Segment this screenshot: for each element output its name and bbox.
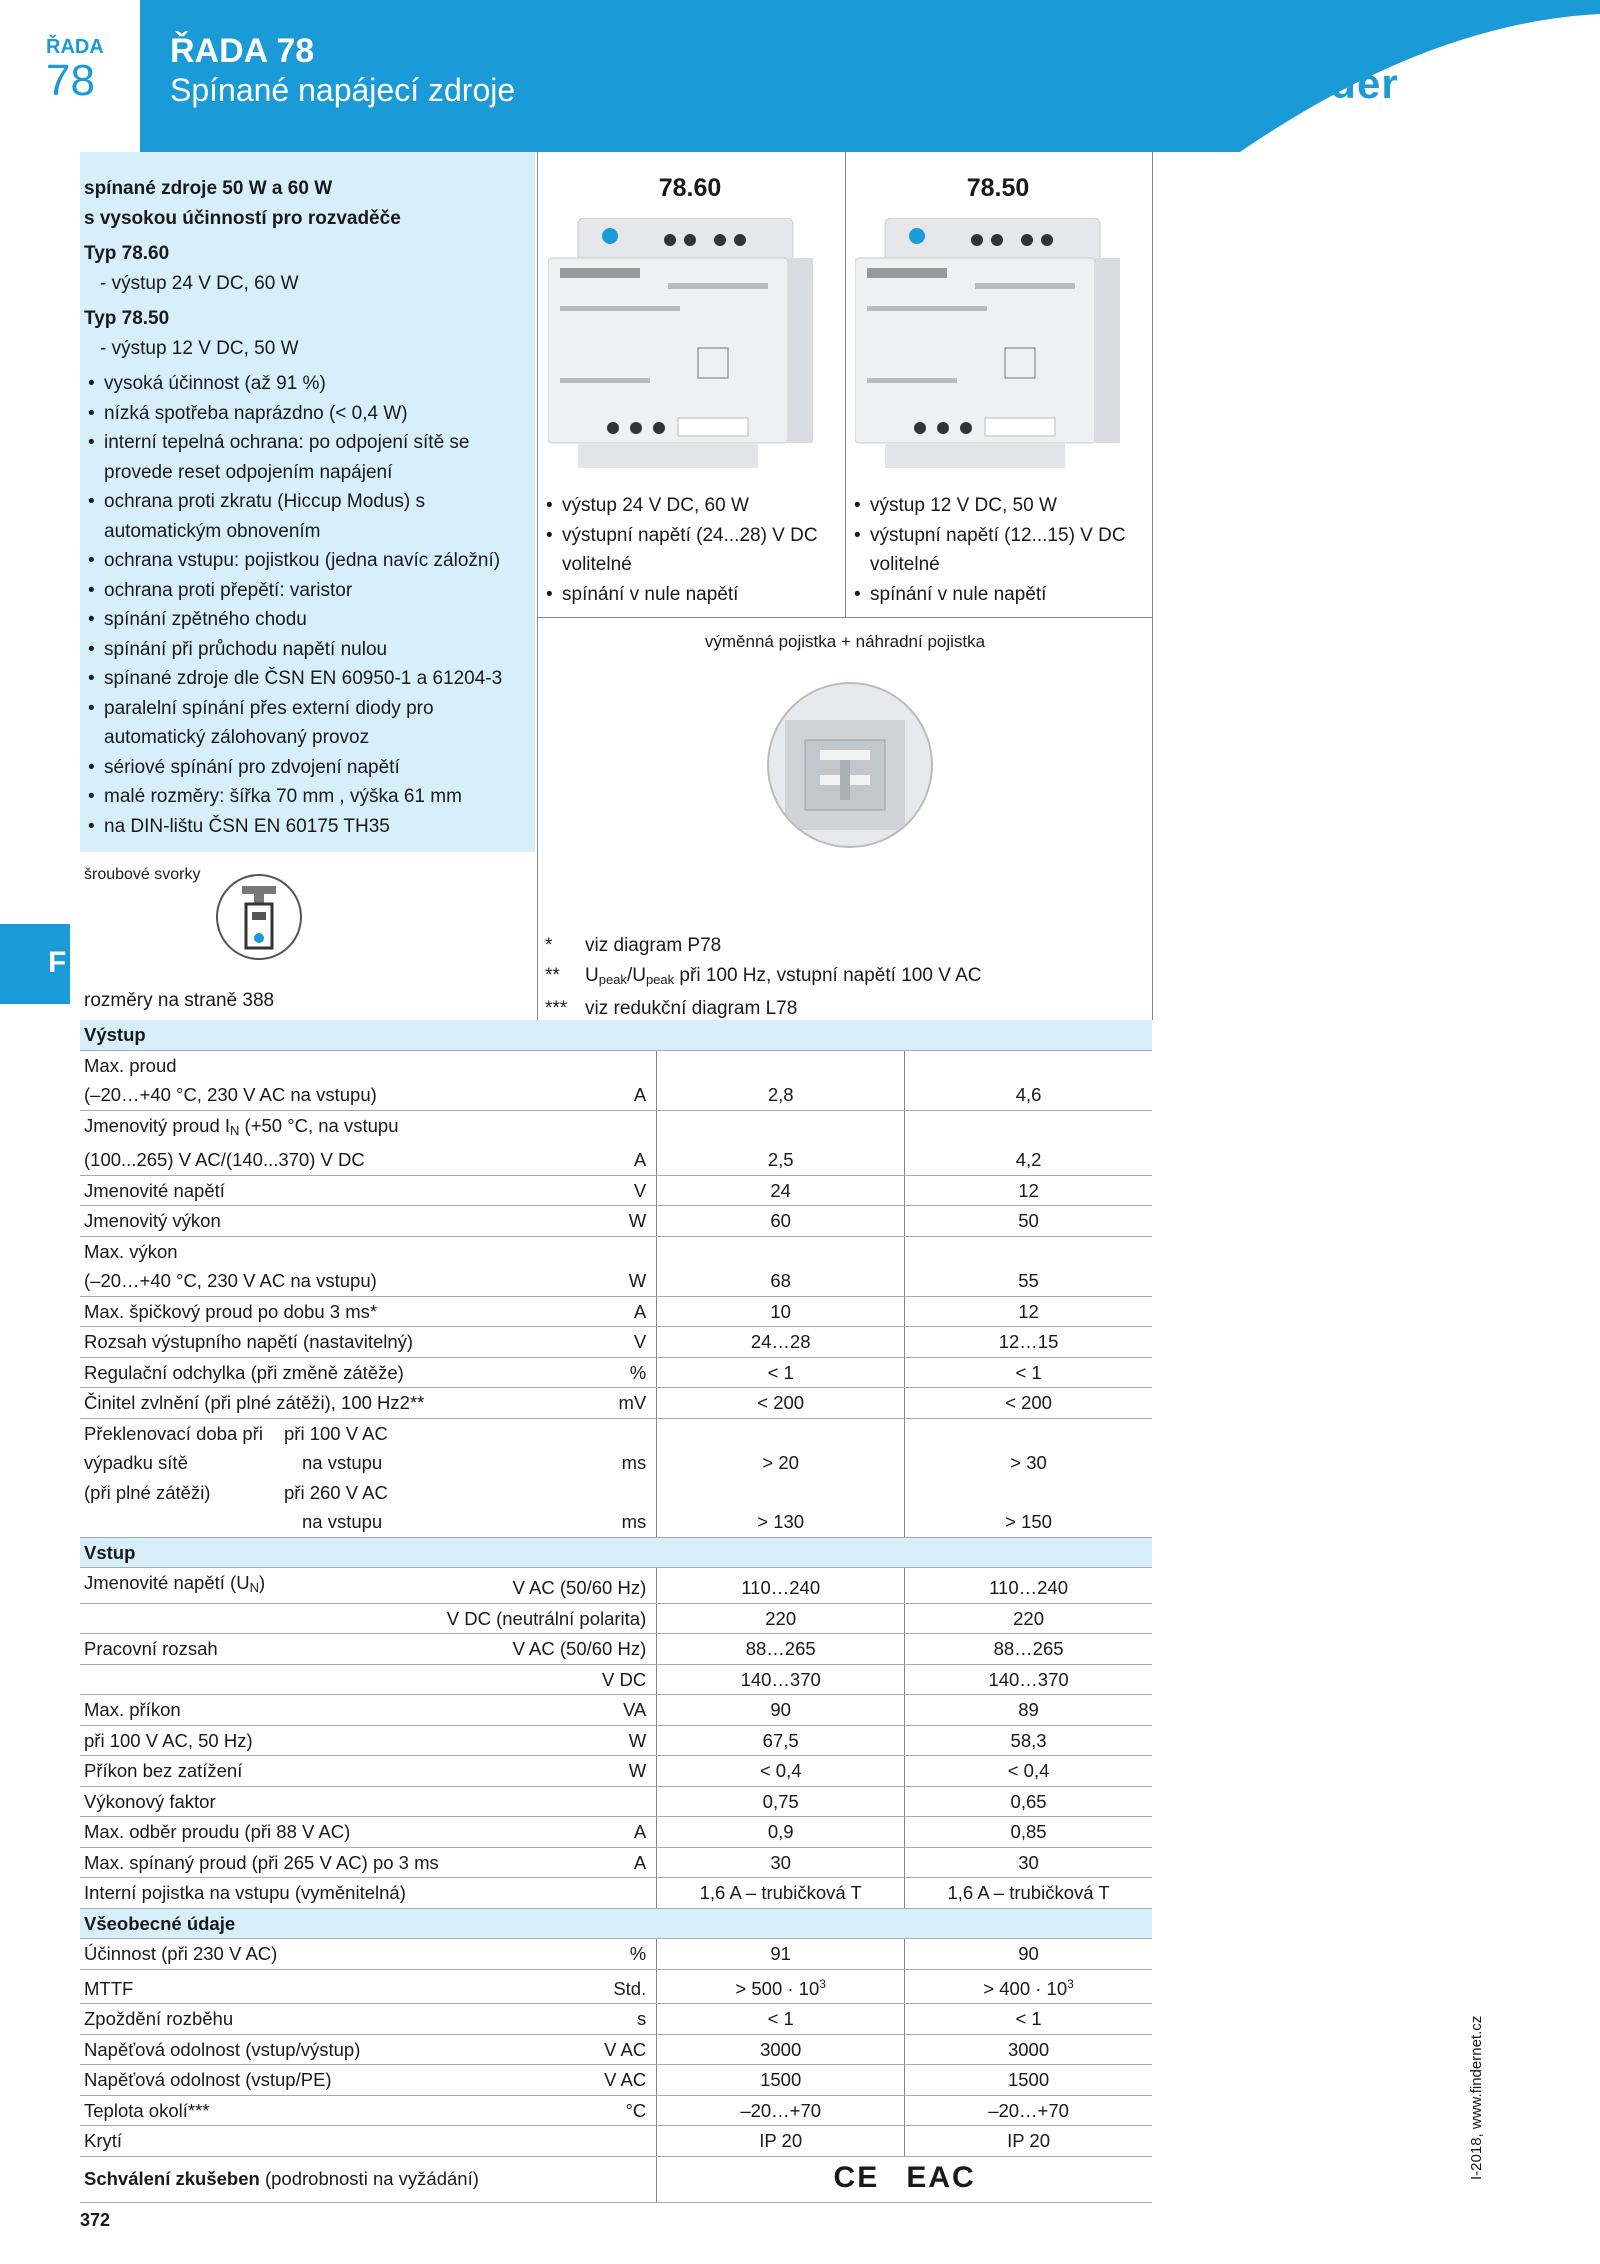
table-row	[80, 1725, 1152, 1756]
product-feature-item: • spínání v nule napětí	[852, 580, 1152, 610]
row-label: Výkonový faktor	[80, 1786, 443, 1817]
row-label: Jmenovité napětí	[80, 1175, 443, 1206]
table-row	[80, 1695, 1152, 1726]
feature-item: • spínání zpětného chodu	[84, 605, 534, 635]
product-feature-item: • spínání v nule napětí	[544, 580, 844, 610]
table-row	[80, 2065, 1152, 2096]
feature-item: • spínání při průchodu napětí nulou	[84, 635, 534, 665]
screw-terminal-icon	[214, 872, 304, 962]
row-label-text: )	[258, 1572, 266, 1593]
table-cell: < 0,4	[905, 1756, 1152, 1787]
features-heading-1: spínané zdroje 50 W a 60 W	[84, 178, 333, 199]
table-row	[80, 1357, 1152, 1388]
table-cell-unit: ms	[443, 1478, 657, 1538]
table-row	[80, 2034, 1152, 2065]
table-cell	[905, 1020, 1152, 1050]
feature-item: • ochrana proti zkratu (Hiccup Modus) s automatickým obnovením	[84, 487, 534, 546]
table-row	[80, 2004, 1152, 2035]
column-divider	[537, 152, 538, 1020]
table-cell: 4,6	[905, 1050, 1152, 1110]
table-cell: IP 20	[657, 2126, 905, 2157]
row-label: Interní pojistka na vstupu (vyměnitelná)	[80, 1878, 443, 1909]
row-label: Rozsah výstupního napětí (nastavitelný)	[80, 1327, 443, 1358]
row-label	[80, 1664, 443, 1695]
row-label: MTTF	[80, 1969, 443, 2004]
product-divider-line	[537, 617, 1152, 618]
features-heading-2: s vysokou účinností pro rozvaděče	[84, 207, 401, 229]
table-cell: 4,2	[905, 1110, 1152, 1175]
row-label: Max. příkon	[80, 1695, 443, 1726]
table-cell: 90	[905, 1939, 1152, 1970]
table-cell: 220	[905, 1603, 1152, 1634]
column-divider	[845, 152, 846, 618]
subscript: peak	[645, 971, 675, 987]
table-cell: > 30	[905, 1418, 1152, 1478]
feature-item: • ochrana vstupu: pojistkou (jedna navíc záložní)	[84, 546, 534, 576]
footnote-mark: *	[545, 935, 553, 956]
footnote-mark: **	[545, 964, 560, 986]
type-78-50-detail: - výstup 12 V DC, 50 W	[100, 337, 299, 359]
table-cell	[905, 1969, 1152, 2004]
section-heading: Všeobecné údaje	[80, 1908, 657, 1939]
table-cell: 30	[657, 1847, 905, 1878]
finder-logo-text: finder	[1276, 60, 1399, 107]
footnote-text: U	[585, 964, 599, 986]
section-heading: Vstup	[80, 1537, 657, 1568]
table-cell-unit: %	[443, 1357, 657, 1388]
table-cell: 50	[905, 1206, 1152, 1237]
row-label: Činitel zvlnění (při plné zátěži), 100 Hz2**	[80, 1388, 443, 1419]
row-label	[84, 1478, 439, 1508]
row-label: Regulační odchylka (při změně zátěže)	[80, 1357, 443, 1388]
table-cell: –20…+70	[657, 2095, 905, 2126]
table-cell: 0,85	[905, 1817, 1152, 1848]
subscript: N	[249, 1580, 259, 1595]
table-row	[80, 1786, 1152, 1817]
table-cell-unit: V DC (neutrální polarita)	[443, 1603, 657, 1634]
row-label: Příkon bez zatížení	[80, 1756, 443, 1787]
table-cell-unit: V AC (50/60 Hz)	[443, 1634, 657, 1665]
superscript: 3	[819, 1976, 826, 1991]
table-cell: 30	[905, 1847, 1152, 1878]
footnotes	[545, 931, 982, 1024]
table-cell	[905, 1537, 1152, 1568]
row-label: Účinnost (při 230 V AC)	[80, 1939, 443, 1970]
type-78-60-detail: - výstup 24 V DC, 60 W	[100, 272, 299, 294]
table-cell: 3000	[905, 2034, 1152, 2065]
subscript: N	[230, 1122, 240, 1138]
table-section-row	[80, 1908, 1152, 1939]
feature-item: • sériové spínání pro zdvojení napětí	[84, 753, 534, 783]
table-cell: 220	[657, 1603, 905, 1634]
row-label: Max. odběr proudu (při 88 V AC)	[80, 1817, 443, 1848]
table-row	[80, 1050, 1152, 1110]
table-cell-unit: V AC	[443, 2065, 657, 2096]
table-row	[80, 1478, 1152, 1538]
footnote-text: při 100 Hz, vstupní napětí 100 V AC	[674, 964, 982, 986]
page-subtitle: Spínané napájecí zdroje	[170, 72, 516, 108]
table-row	[80, 1236, 1152, 1296]
table-cell-unit: V AC (50/60 Hz)	[443, 1568, 657, 1604]
feature-item: • nízká spotřeba naprázdno (< 0,4 W)	[84, 399, 534, 429]
table-cell: 3000	[657, 2034, 905, 2065]
table-cell-unit: °C	[443, 2095, 657, 2126]
table-cell: < 200	[657, 1388, 905, 1419]
table-cell-unit	[443, 2126, 657, 2157]
table-row	[80, 1939, 1152, 1970]
table-row	[80, 1206, 1152, 1237]
table-section-row	[80, 1537, 1152, 1568]
table-cell: IP 20	[905, 2126, 1152, 2157]
table-cell: < 200	[905, 1388, 1152, 1419]
product-features-78-60	[544, 491, 844, 609]
table-cell: < 1	[657, 1357, 905, 1388]
table-cell-unit: Std.	[443, 1969, 657, 2004]
row-label: při 100 V AC, 50 Hz)	[80, 1725, 443, 1756]
table-row	[80, 1969, 1152, 2004]
table-row	[80, 1388, 1152, 1419]
product-features-78-50	[852, 491, 1152, 609]
power-supply-78-50-image	[855, 218, 1135, 468]
table-cell: 55	[905, 1236, 1152, 1296]
table-row	[80, 1878, 1152, 1909]
table-cell: 12	[905, 1296, 1152, 1327]
row-label-text: při 260 V AC	[284, 1481, 388, 1503]
table-row	[80, 2126, 1152, 2157]
section-heading: Výstup	[80, 1020, 657, 1050]
feature-item: • paralelní spínání přes externí diody pro automatický zálohovaný provoz	[84, 694, 534, 753]
footnote	[545, 961, 982, 995]
table-cell	[905, 1908, 1152, 1939]
type-78-60: Typ 78.60	[84, 243, 170, 264]
row-label-text: na vstupu	[302, 1452, 383, 1473]
row-label: Jmenovitý výkon	[80, 1206, 443, 1237]
row-label-text: Překlenovací doba při	[84, 1422, 263, 1444]
table-cell: 0,65	[905, 1786, 1152, 1817]
feature-item: • ochrana proti přepětí: varistor	[84, 576, 534, 606]
table-cell: 12…15	[905, 1327, 1152, 1358]
product-feature-item: • výstupní napětí (24...28) V DC volitelné	[544, 521, 844, 580]
feature-item: • spínané zdroje dle ČSN EN 60950-1 a 61204-3	[84, 664, 534, 694]
table-cell: 58,3	[905, 1725, 1152, 1756]
table-cell: 140…370	[657, 1664, 905, 1695]
row-label: Max. proud	[84, 1054, 177, 1076]
table-cell-unit: W	[443, 1725, 657, 1756]
table-cell: 60	[657, 1206, 905, 1237]
table-cell: 1,6 A – trubičková T	[657, 1878, 905, 1909]
power-supply-78-60-image	[548, 218, 828, 468]
table-row	[80, 2095, 1152, 2126]
table-row	[80, 1296, 1152, 1327]
page-title: ŘADA 78	[170, 32, 315, 70]
table-cell	[657, 1020, 905, 1050]
table-row	[80, 1817, 1152, 1848]
row-label	[80, 1603, 443, 1634]
row-label	[84, 1419, 439, 1449]
table-cell-unit: s	[443, 2004, 657, 2035]
subscript: peak	[598, 971, 627, 987]
specs-table	[80, 1020, 1152, 2203]
row-label-text: (při plné zátěži)	[84, 1481, 211, 1503]
table-cell: 140…370	[905, 1664, 1152, 1695]
table-cell: 110…240	[905, 1568, 1152, 1604]
series-number: 78	[46, 56, 95, 105]
table-cell: > 150	[905, 1478, 1152, 1538]
feature-item: • na DIN-lištu ČSN EN 60175 TH35	[84, 812, 534, 842]
feature-item: • malé rozměry: šířka 70 mm , výška 61 mm	[84, 782, 534, 812]
table-row	[80, 1110, 1152, 1175]
row-label-text: výpadku sítě	[84, 1452, 188, 1473]
table-section-row	[80, 1020, 1152, 1050]
table-row	[80, 2156, 1152, 2202]
features-list	[84, 174, 534, 841]
fuse-caption: výměnná pojistka + náhradní pojistka	[704, 632, 986, 651]
row-label	[84, 1448, 439, 1478]
series-label: ŘADA	[46, 36, 104, 58]
table-cell-unit: ms	[621, 1452, 647, 1473]
table-cell: 90	[657, 1695, 905, 1726]
table-cell: 68	[657, 1236, 905, 1296]
row-label: Napěťová odolnost (vstup/výstup)	[80, 2034, 443, 2065]
table-cell	[80, 1418, 443, 1478]
table-cell	[657, 1969, 905, 2004]
row-label: Max. spínaný proud (při 265 V AC) po 3 ms	[80, 1847, 443, 1878]
table-cell: 0,75	[657, 1786, 905, 1817]
row-label	[80, 2156, 657, 2202]
row-label-text: (+50 °C, na vstupu	[239, 1114, 399, 1136]
row-label: Max. výkon	[84, 1240, 178, 1262]
row-label: (100...265) V AC/(140...370) V DC	[84, 1149, 365, 1170]
table-cell: 1,6 A – trubičková T	[905, 1878, 1152, 1909]
product-title-78-60: 78.60	[658, 174, 722, 202]
terminal-label: šroubové svorky	[84, 866, 201, 883]
table-row	[80, 1327, 1152, 1358]
table-row	[80, 1603, 1152, 1634]
product-title-78-50: 78.50	[966, 174, 1030, 202]
row-label	[84, 1507, 439, 1537]
table-row	[80, 1756, 1152, 1787]
table-cell: –20…+70	[905, 2095, 1152, 2126]
table-cell: < 1	[657, 2004, 905, 2035]
table-cell: 0,9	[657, 1817, 905, 1848]
row-label	[84, 1111, 439, 1146]
page-number: 372	[80, 2210, 111, 2230]
table-cell	[80, 1478, 443, 1538]
table-cell: > 130	[657, 1478, 905, 1538]
finder-logo-icon	[1218, 60, 1266, 108]
table-cell-unit: %	[443, 1939, 657, 1970]
table-cell-unit: V AC	[443, 2034, 657, 2065]
footnote-text: viz redukční diagram L78	[585, 998, 798, 1019]
table-cell	[657, 1908, 905, 1939]
row-label-text: Schválení zkušeben	[84, 2168, 260, 2190]
cell-value: > 400 · 10	[983, 1977, 1068, 1999]
table-cell-unit: A	[443, 1817, 657, 1848]
table-cell: 1500	[905, 2065, 1152, 2096]
table-cell-unit: W	[443, 1756, 657, 1787]
row-label: Teplota okolí***	[80, 2095, 443, 2126]
table-row	[80, 1418, 1152, 1478]
section-tab-f	[0, 924, 70, 1004]
table-cell: 91	[657, 1939, 905, 1970]
table-cell: 24…28	[657, 1327, 905, 1358]
row-label-text: (podrobnosti na vyžádání)	[259, 2168, 479, 2190]
table-cell: 24	[657, 1175, 905, 1206]
type-78-50: Typ 78.50	[84, 308, 170, 329]
table-cell-unit: A	[443, 1847, 657, 1878]
row-label-text: při 100 V AC	[284, 1422, 388, 1444]
row-label-text: Jmenovité napětí (U	[84, 1572, 250, 1593]
row-label: Zpoždění rozběhu	[80, 2004, 443, 2035]
table-cell: 1500	[657, 2065, 905, 2096]
table-cell: < 1	[905, 2004, 1152, 2035]
footnote	[545, 931, 982, 961]
product-feature-item: • výstup 12 V DC, 50 W	[852, 491, 1152, 521]
feature-item: • interní tepelná ochrana: po odpojení sítě se provede reset odpojením napájení	[84, 428, 534, 487]
fuse-detail-image	[765, 680, 935, 850]
eac-mark-icon: EAC	[906, 2160, 976, 2194]
footnote-mark: ***	[545, 998, 568, 1019]
cell-value: > 500 · 10	[735, 1977, 820, 1999]
product-feature-item: • výstup 24 V DC, 60 W	[544, 491, 844, 521]
table-cell: 2,5	[657, 1110, 905, 1175]
row-label-text: na vstupu	[302, 1511, 383, 1532]
table-row	[80, 1664, 1152, 1695]
footnote-text: /U	[626, 964, 646, 986]
table-cell-unit: VA	[443, 1695, 657, 1726]
table-cell	[657, 1537, 905, 1568]
row-label-text: Jmenovitý proud I	[84, 1114, 231, 1136]
table-row	[80, 1175, 1152, 1206]
row-label: Krytí	[80, 2126, 443, 2157]
footnote-text: viz diagram P78	[585, 935, 722, 956]
table-cell: 12	[905, 1175, 1152, 1206]
row-label: Napěťová odolnost (vstup/PE)	[80, 2065, 443, 2096]
row-label: (–20…+40 °C, 230 V AC na vstupu)	[84, 1084, 377, 1105]
table-cell-unit: A	[443, 1110, 657, 1175]
table-cell: 2,8	[657, 1050, 905, 1110]
table-cell-unit: W	[443, 1236, 657, 1296]
table-cell-unit: V	[443, 1175, 657, 1206]
table-cell	[80, 1110, 443, 1175]
table-cell: < 0,4	[657, 1756, 905, 1787]
table-cell-unit: A	[443, 1296, 657, 1327]
row-label	[80, 1568, 443, 1604]
table-cell-unit: mV	[443, 1388, 657, 1419]
table-row	[80, 1847, 1152, 1878]
footer-edition: I-2018, www.findernet.cz	[1468, 2015, 1485, 2180]
table-cell	[80, 1236, 443, 1296]
dimensions-note: rozměry na straně 388	[84, 990, 275, 1011]
table-cell-unit	[443, 1786, 657, 1817]
row-label: Max. špičkový proud po dobu 3 ms*	[80, 1296, 443, 1327]
table-cell-unit: V	[443, 1327, 657, 1358]
ce-mark-icon: CE	[833, 2160, 880, 2194]
table-cell-unit: W	[443, 1206, 657, 1237]
column-divider	[1152, 152, 1153, 1020]
table-cell: 88…265	[905, 1634, 1152, 1665]
table-row	[80, 1568, 1152, 1604]
table-cell	[657, 2156, 1152, 2202]
table-row	[80, 1634, 1152, 1665]
table-cell-unit: A	[443, 1050, 657, 1110]
table-cell-unit: V DC	[443, 1664, 657, 1695]
row-label: (–20…+40 °C, 230 V AC na vstupu)	[84, 1270, 377, 1291]
superscript: 3	[1067, 1976, 1074, 1991]
table-cell: 89	[905, 1695, 1152, 1726]
product-feature-item: • výstupní napětí (12...15) V DC volitelné	[852, 521, 1152, 580]
section-tab-letter: F	[48, 946, 67, 979]
table-cell: 110…240	[657, 1568, 905, 1604]
table-cell: > 20	[657, 1418, 905, 1478]
table-cell: 10	[657, 1296, 905, 1327]
table-cell	[80, 1050, 443, 1110]
row-label: Pracovní rozsah	[80, 1634, 443, 1665]
table-cell: 67,5	[657, 1725, 905, 1756]
feature-item: • vysoká účinnost (až 91 %)	[84, 369, 534, 399]
table-cell: < 1	[905, 1357, 1152, 1388]
table-cell: 88…265	[657, 1634, 905, 1665]
table-cell-unit	[443, 1878, 657, 1909]
